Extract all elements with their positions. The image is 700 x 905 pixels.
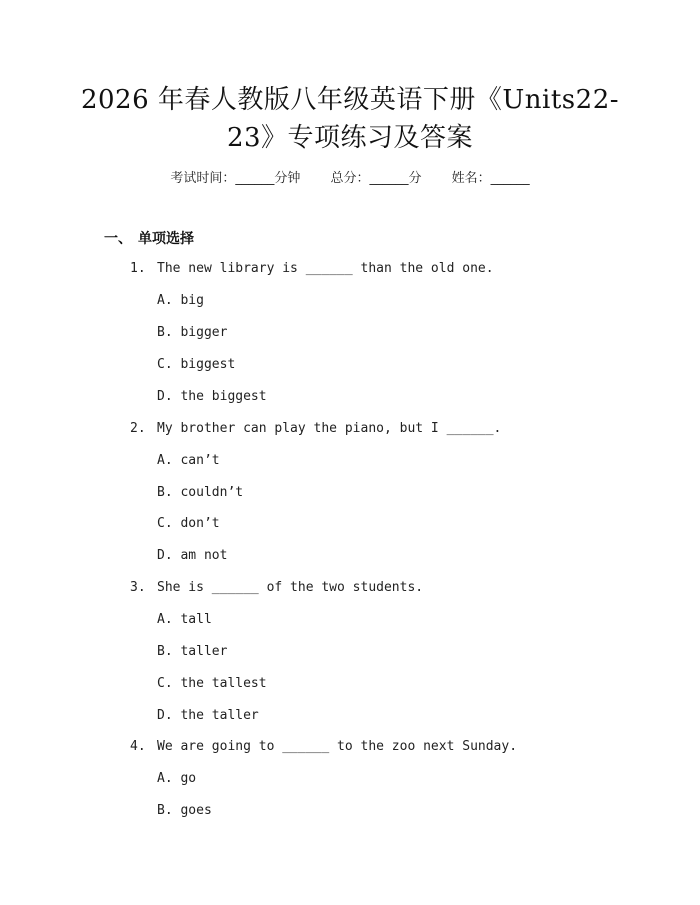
question-1 xyxy=(130,260,494,278)
question-number: 3. xyxy=(130,580,146,595)
question-text: She is ______ of the two students. xyxy=(157,580,424,595)
question-text: My brother can play the piano, but I ______. xyxy=(157,421,502,436)
question-1-option-c: C. biggest xyxy=(157,357,236,372)
exam-info xyxy=(0,167,700,186)
question-4 xyxy=(130,738,517,756)
question-2 xyxy=(130,420,501,438)
question-number: 4. xyxy=(130,739,146,754)
page-title-line-1: 2026 年春人教版八年级英语下册《Units22- xyxy=(80,85,620,115)
question-2-option-d: D. am not xyxy=(157,548,228,563)
question-1-option-b: B. bigger xyxy=(157,325,228,340)
section-heading xyxy=(104,228,194,248)
question-2-option-c: C. don’t xyxy=(157,516,220,531)
section-title: 单项选择 xyxy=(138,231,194,247)
question-3-option-b: B. taller xyxy=(157,644,228,659)
student-name-field: 姓名：______ xyxy=(451,171,530,186)
question-number: 2. xyxy=(130,421,146,436)
question-4-option-b: B. goes xyxy=(157,803,212,818)
question-3-option-d: D. the taller xyxy=(157,708,259,723)
section-number: 一、 xyxy=(104,231,132,247)
question-text: The new library is ______ than the old one. xyxy=(157,261,494,276)
question-number: 1. xyxy=(130,261,146,276)
question-1-option-d: D. the biggest xyxy=(157,389,267,404)
question-2-option-a: A. can’t xyxy=(157,453,220,468)
question-text: We are going to ______ to the zoo next Sunday. xyxy=(157,739,518,754)
total-score-field: 总分：______分 xyxy=(330,171,422,186)
question-3-option-a: A. tall xyxy=(157,612,212,627)
question-1-option-a: A. big xyxy=(157,293,204,308)
question-4-option-a: A. go xyxy=(157,771,197,786)
question-3-option-c: C. the tallest xyxy=(157,676,267,691)
question-2-option-b: B. couldn’t xyxy=(157,485,244,500)
exam-time-field: 考试时间：______分钟 xyxy=(170,171,301,186)
page-title-line-2: 23》专项练习及答案 xyxy=(226,123,474,153)
question-3 xyxy=(130,579,423,597)
